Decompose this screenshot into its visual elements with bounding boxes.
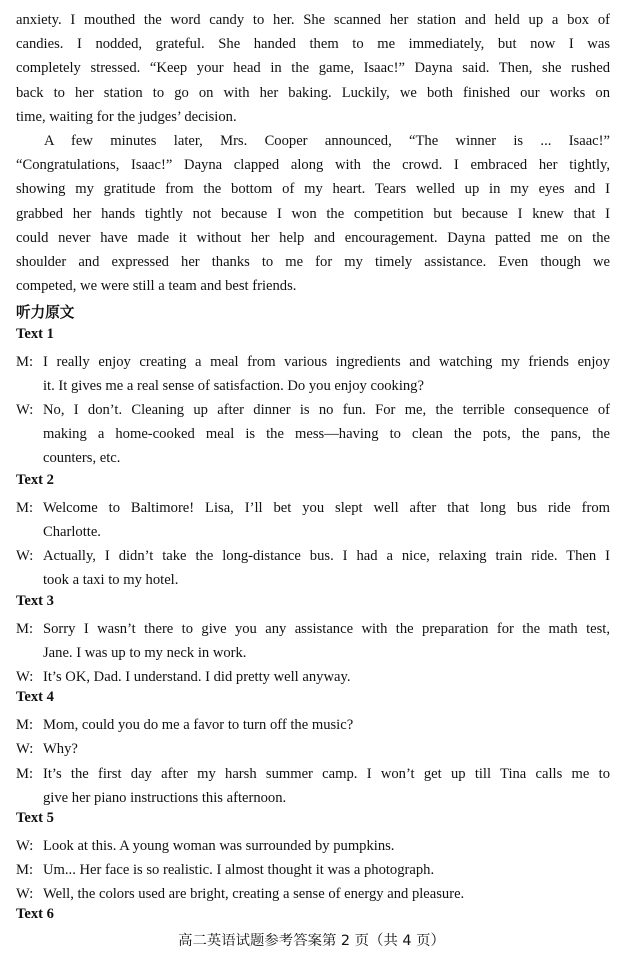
dialogue-text: Jane. I was up to my neck in work. [43,645,247,662]
speaker-label: M: [16,766,34,782]
dialogue-text: Charlotte. [43,524,101,541]
dialogue-text: It’s OK, Dad. I understand. I did pretty well anyway. [43,669,351,685]
dialogue-text: Um... Her face is so realistic. I almost thought it was a photograph. [43,862,435,878]
essay-line: anxiety. I mouthed the word candy to her. She scanned her station and held up a box of [16,12,610,28]
dialogue-line [16,713,610,737]
dialogue-text: Welcome to Baltimore! Lisa, I’ll bet you slept well after that long bus ride from [43,500,610,516]
essay-line: back to her station to go on with her baking. Luckily, we both finished our works on [16,84,610,101]
dialogue-line [16,665,610,689]
page-footer: 高二英语试题参考答案第 2 页（共 4 页） [178,933,445,949]
essay-line: grabbed her hands tightly not because I won the competition but because I knew that I [16,205,610,222]
speaker-label: W: [16,548,34,564]
dialogue-text: making a home-cooked meal is the mess—having to clean the pots, the pans, the [43,426,610,443]
speaker-label: M: [16,500,34,516]
essay-paragraph-2 [16,129,610,298]
dialogue-text: counters, etc. [43,450,121,467]
speaker-label: M: [16,717,34,733]
essay-line: showing my gratitude from the bottom of my heart. Tears welled up in my eyes and I [16,181,610,198]
speaker-label: M: [16,354,34,370]
dialogue-text: Actually, I didn’t take the long-distance bus. I had a nice, relaxing train ride. Then I [43,548,610,564]
dialogue-text: Mom, could you do me a favor to turn off the music? [43,717,354,733]
text-3-title: Text 3 [16,593,54,609]
dialogue-text: it. It gives me a real sense of satisfaction. Do you enjoy cooking? [43,378,424,395]
dialogue-text: I really enjoy creating a meal from various ingredients and watching my friends enjoy [43,354,610,370]
essay-line: candies. I nodded, grateful. She handed them to me immediately, but now I was [16,36,610,53]
dialogue-line [16,398,610,470]
dialogue-text: Well, the colors used are bright, creating a sense of energy and pleasure. [43,886,465,902]
speaker-label: W: [16,838,34,854]
dialogue-line [16,858,610,882]
speaker-label: W: [16,402,34,418]
speaker-label: W: [16,741,34,757]
speaker-label: M: [16,621,34,637]
essay-line: shoulder and expressed her thanks to me for my timely assistance. Even though we [16,254,610,271]
dialogue-line [16,737,610,761]
dialogue-line [16,762,610,810]
essay-line: completely stressed. “Keep your head in the game, Isaac!” Dayna said. Then, she rushed [16,60,610,77]
section-heading: 听力原文 [16,304,75,321]
speaker-label: M: [16,862,34,878]
dialogue-line [16,350,610,398]
dialogue-line [16,882,610,906]
speaker-label: W: [16,669,34,685]
text-5-title: Text 5 [16,810,54,826]
essay-paragraph-1 [16,8,610,129]
dialogue-line [16,617,610,665]
text-2-title: Text 2 [16,472,54,488]
dialogue-text: give her piano instructions this afternoon. [43,790,287,807]
speaker-label: W: [16,886,34,902]
essay-line: time, waiting for the judges’ decision. [16,108,237,125]
dialogue-line [16,496,610,544]
essay-line: could never have made it without her help and encouragement. Dayna patted me on the [16,229,610,246]
essay-line: “Congratulations, Isaac!” Dayna clapped along with the crowd. I embraced her tightly, [16,157,610,174]
essay-line: competed, we were still a team and best friends. [16,278,297,295]
text-1-title: Text 1 [16,326,54,342]
dialogue-line [16,834,610,858]
dialogue-text: Look at this. A young woman was surrounded by pumpkins. [43,838,395,854]
text-4-title: Text 4 [16,689,54,705]
dialogue-text: took a taxi to my hotel. [43,572,179,589]
dialogue-line [16,544,610,592]
text-6-title: Text 6 [16,906,54,922]
dialogue-text: No, I don’t. Cleaning up after dinner is no fun. For me, the terrible consequence of [43,402,610,418]
dialogue-text: It’s the first day after my harsh summer camp. I won’t get up till Tina calls me to [43,766,610,782]
dialogue-text: Why? [43,741,78,757]
dialogue-text: Sorry I wasn’t there to give you any assistance with the preparation for the math test, [43,621,610,637]
essay-line: A few minutes later, Mrs. Cooper announced, “The winner is ... Isaac!” [44,133,610,149]
